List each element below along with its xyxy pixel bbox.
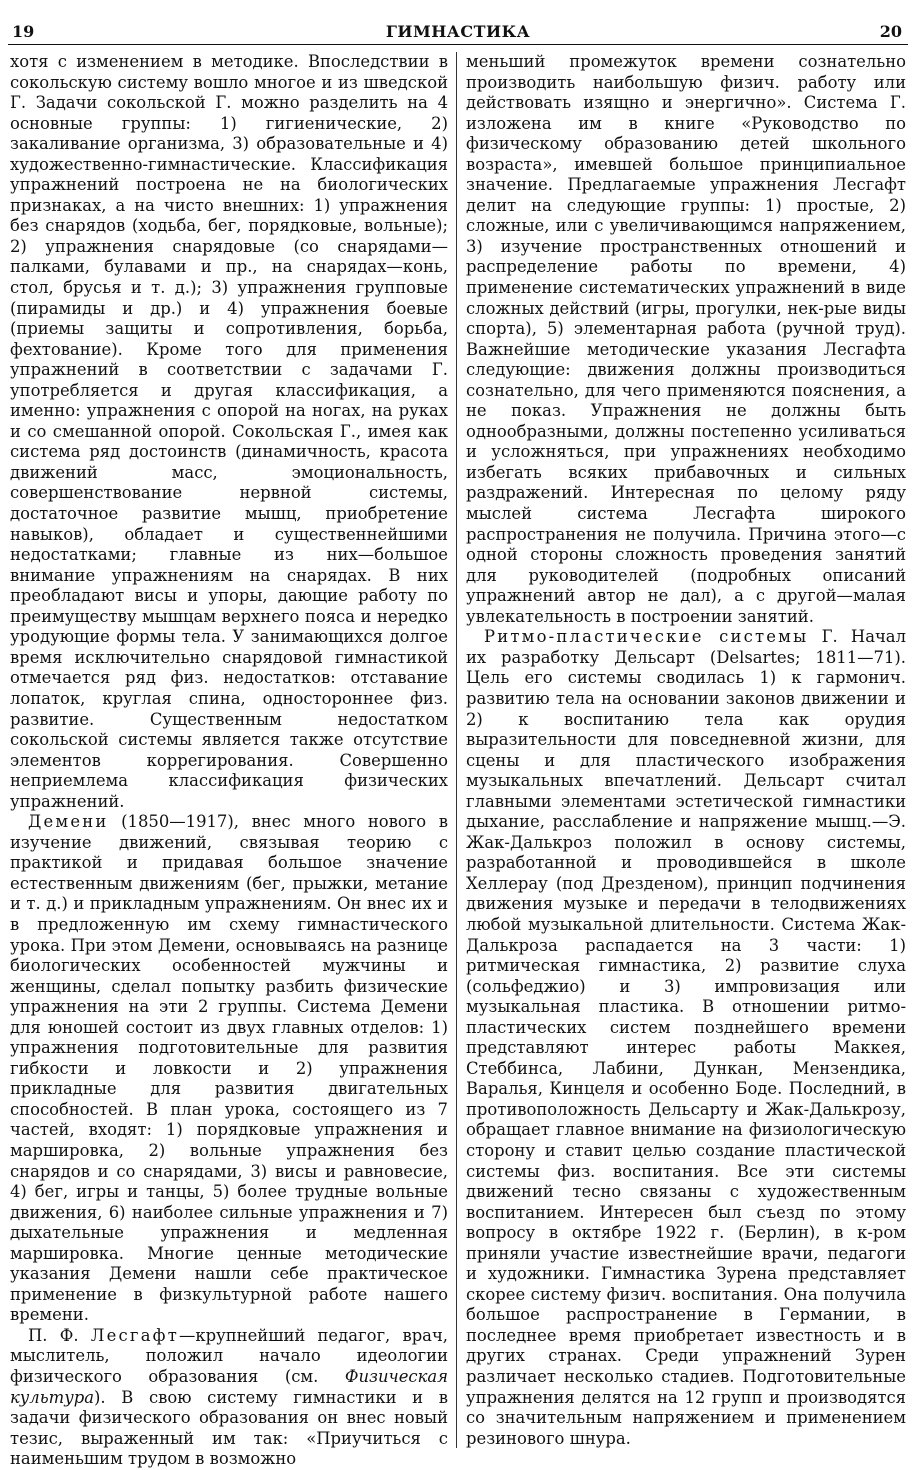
paragraph-sokol-continued: хотя с изменением в методике. Впоследствии в сокольскую систему вошло многое и из шведской Г. Задачи сокольской Г. можно разделить на 4 основные группы: 1) гигиенические, 2) закаливание организма, 3) образовательные и 4) художественно-гимнастические. Классификация упражнений построена не на биологических признаках, а на чисто внешних: 1) упражнения без снарядов (ходьба, бег, порядковые, вольные); 2) упражнения снарядовые (со снарядами—палками, булавами и пр., на снарядах—конь, стол, брусья и т. д.); 3) упражнения групповые (пирамиды и др.) и 4) упражнения боевые (приемы защиты и сопротивления, борьба, фехтование). Кроме того для применения упражнений в соответствии с задачами Г. употребляется и другая классификация, а именно: упражнения с опорой на ногах, на руках и со смешанной опорой. Сокольская Г., имея как система ряд достоинств (динамичность, красота движений масс, эмоциональность, совершенствование нервной системы, достаточное развитие мышц, приобретение навыков), обладает и существеннейшими недостатками; главные из них—большое внимание упражнениям на снарядах. В них преобладают висы и упоры, дающие работу по преимуществу мышцам верхнего пояса и нередко уродующие формы тела. У занимающихся долгое время исключительно снарядовой гимнастикой отмечается ряд физ. недостатков: отставание лопаток, круглая спина, одностороннее физ. развитие. Существенным недостатком сокольской системы является также отсутствие элементов коррегирования. Совершенно неприемлема классификация физических упражнений. xyxy=(10,52,448,811)
right-column xyxy=(466,52,906,1448)
name-lesgaft: Лесгафт xyxy=(90,1325,179,1345)
paragraph-rhythm-plastic xyxy=(466,627,906,1449)
lesgaft-initials: П. Ф. xyxy=(28,1325,91,1345)
cross-reference-link[interactable]: Физическая культура xyxy=(10,1367,448,1407)
name-demeny: Демени xyxy=(28,812,109,832)
paragraph-lesgaft-text-b: ). В свою систему гимнастики и в задачи физического образования он внес новый тезис, выраженный им так: «Приучиться с наименьшим трудом в возможно xyxy=(10,1387,448,1469)
paragraph-rhythm-plastic-text: Г. Начал их разработку Дельсарт (Delsartes; 1811—71). Цель его системы сводилась 1) к гармонич. развитию тела на основании законов движении и 2) к воспитанию тела как орудия выразительности для повседневной жизни, для сцены и для пластического изображения музыкальных впечатлений. Дельсарт считал главными элементами эстетической гимнастики дыхание, расслабление и напряжение мышц.—Э. Жак-Далькроз положил в основу системы, разработанной и проводившейся в школе Хеллерау (под Дрезденом), принцип подчинения движения музыке и передачи в телодвижениях любой музыкальной длительности. Система Жак-Далькроза распадается на 3 части: 1) ритмическая гимнастика, 2) развитие слуха (сольфеджио) и 3) импровизация или музыкальная пластика. В отношении ритмо-пластических систем позднейшего времени представляют интерес работы Маккея, Стеббинса, Лабини, Дункан, Мензендика, Варалья, Кинцеля и особенно Боде. Последний, в противоположность Дельсарту и Жак-Далькрозу, обращает главное внимание на физиологическую сторону и ставит целью создание пластической системы физ. воспитания. Все эти системы движений тесно связаны с художественным воспитанием. Интересен был съезд по этому вопросу в октябре 1922 г. (Берлин), в к-ром приняли участие известнейшие врачи, педагоги и художники. Гимнастика Зурена представляет скорее систему физич. воспитания. Она получила большое распространение в Германии, в последнее время приобретает известность и в других странах. Среди упражнений Зурен различает несколько стадиев. Подготовительные упражнения делятся на 12 групп и производятся со значительным напряжением и применением резинового шнура. xyxy=(466,627,906,1448)
page-number-left: 19 xyxy=(12,22,35,41)
page-number-right: 20 xyxy=(879,22,902,41)
header-rule xyxy=(8,44,908,45)
paragraph-lesgaft-continued: меньший промежуток времени сознательно производить наибольшую физич. работу или действовать изящно и энергично». Система Г. изложена им в книге «Руководство по физическому образованию детей школьного возраста», имевшей большое принципиальное значение. Предлагаемые упражнения Лесгафт делит на следующие группы: 1) простые, 2) сложные, или с увеличивающимся напряжением, 3) изучение пространственных отношений и распределение работы по времени, 4) применение систематических упражнений в виде сложных действий (игры, прогулки, нек-рые виды спорта), 5) элементарная работа (ручной труд). Важнейшие методические указания Лесгафта следующие: движения должны производиться сознательно, для чего применяются пояснения, а не показ. Упражнения не должны быть однообразными, должны постепенно усиливаться и усложняться, при упражнениях необходимо избегать всяких прибавочных и сильных раздражений. Интересная по целому ряду мыслей система Лесгафта широкого распространения не получила. Причина этого—с одной стороны сложность проведения занятий для руководителей (подробных описаний упражнений автор не дал), а с другой—малая увлекательность в построении занятий. xyxy=(466,52,906,626)
paragraph-lesgaft-text-a: —крупнейший педагог, врач, мыслитель, положил начало идеологии физического образования (см. xyxy=(10,1325,448,1386)
paragraph-demeny-text: (1850—1917), внес много нового в изучение движений, связывая теорию с практикой и придавая большое значение естественным движениям (бег, прыжки, метание и т. д.) и прикладным упражнениям. Он внес их и в предложенную им схему гимнастического урока. При этом Демени, основываясь на разнице биологических особенностей мужчины и женщины, сделал попытку разбить физические упражнения на эти 2 группы. Система Демени для юношей состоит из двух главных отделов: 1) упражнения подготовительные для развития гибкости и ловкости и 2) упражнения прикладные для развития двигательных способностей. В план урока, состоящего из 7 частей, входят: 1) порядковые упражнения и маршировка, 2) вольные упражнения без снарядов и со снарядами, 3) висы и равновесие, 4) бег, игры и танцы, 5) более трудные вольные движения, 6) наиболее сильные упражнения и 7) дыхательные упражнения и медленная маршировка. Многие ценные методические указания Демени нашли себе практическое применение в физкультурной работе нашего времени. xyxy=(10,812,448,1325)
page-header xyxy=(0,0,916,40)
left-column xyxy=(10,52,448,1469)
column-divider xyxy=(456,52,457,1448)
running-title: ГИМНАСТИКА xyxy=(385,22,531,41)
heading-rhythm-plastic: Ритмо-пластические системы xyxy=(484,627,809,647)
paragraph-lesgaft xyxy=(10,1326,448,1470)
paragraph-demeny xyxy=(10,812,448,1326)
